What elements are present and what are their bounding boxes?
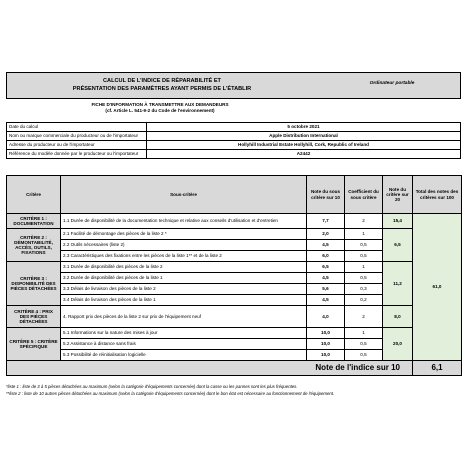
header-subcriterion: Sous-critère	[61, 176, 307, 214]
subcriterion-coef: 1	[345, 229, 383, 240]
subcriterion-coef: 2	[345, 306, 383, 328]
final-score-label: Note de l'indice sur 10	[7, 361, 413, 376]
criterion-score: 6,5	[383, 229, 413, 262]
info-label: Référence du modèle donnée par le producteur ou l'importateur	[7, 150, 147, 159]
table-row	[7, 262, 462, 273]
subcriterion-coef: 1	[345, 262, 383, 273]
table-header-row	[7, 176, 462, 214]
subheader-line2: (cf. Article L. 541-9-2 du Code de l'environnement)	[105, 108, 215, 113]
table-row	[7, 229, 462, 240]
subcriterion-coef: 0,5	[345, 240, 383, 251]
info-row	[7, 150, 461, 159]
page-title-line1: CALCUL DE L'INDICE DE RÉPARABILITÉ ET	[103, 78, 221, 84]
subcriterion-coef: 0,3	[345, 284, 383, 295]
header-criterion: Critère	[7, 176, 61, 214]
info-table	[6, 122, 461, 159]
final-score-value: 6,1	[413, 361, 462, 376]
score-table	[6, 175, 462, 376]
subcriterion-note: 6,0	[307, 251, 345, 262]
subcriterion-note: 4,5	[307, 273, 345, 284]
subcriterion-note: 4,0	[307, 306, 345, 328]
table-row	[7, 214, 462, 229]
criterion-name: CRITÈRE 1 : DOCUMENTATION	[7, 214, 61, 229]
table-row	[7, 306, 462, 328]
subcriterion-note: 5,6	[307, 284, 345, 295]
subcriterion-coef: 1	[345, 328, 383, 339]
info-label: Date du calcul	[7, 123, 147, 132]
info-value: Apple Distribution International	[147, 132, 461, 141]
subcriterion-coef: 0,5	[345, 273, 383, 284]
subcriterion-label: 3.1 Durée de disponibilité des pièces de la liste 2	[61, 262, 307, 273]
criterion-name: CRITÈRE 2 : DÉMONTABILITÉ, ACCÈS, OUTILS, FIXATIONS	[7, 229, 61, 262]
title-block	[6, 72, 461, 99]
subcriterion-note: 2,0	[307, 229, 345, 240]
footnote-2: **liste 2 : liste de 10 autres pièces détachées au maximum (selon la catégorie d'équipements concernée) dont le bon état est nécessaire au fonctionnement de l'équipement.	[6, 391, 335, 396]
header-coef: Coefficient du sous critère	[345, 176, 383, 214]
subcriterion-label: 1.1 Durée de disponibilité de la documentation technique et relative aux conseils d'utilisation et d'entretien	[61, 214, 307, 229]
header-note: Note du sous critère sur 10	[307, 176, 345, 214]
subcriterion-coef: 0,5	[345, 339, 383, 350]
footnote-1: *liste 1 : liste de 3 à 5 pièces détachées au maximum (selon la catégorie d'équipements concernée) dont la casse ou les pannes sont les plus fréquentes.	[6, 384, 298, 389]
criterion-score: 11,2	[383, 262, 413, 306]
subcriterion-coef: 2	[345, 214, 383, 229]
criterion-score: 20,0	[383, 328, 413, 361]
header-total: Total des notes des critères sur 100	[413, 176, 462, 214]
subcriterion-label: 5.2 Assistance à distance sans frais	[61, 339, 307, 350]
subcriterion-coef: 0,2	[345, 295, 383, 306]
info-row	[7, 141, 461, 150]
subcriterion-label: 3.2 Durée de disponibilité des pièces de la liste 1	[61, 273, 307, 284]
subcriterion-note: 10,0	[307, 350, 345, 361]
info-row	[7, 123, 461, 132]
info-row	[7, 132, 461, 141]
info-label: Nom ou marque commerciale du producteur ou de l'importateur	[7, 132, 147, 141]
header-note20: Note du critère sur 20	[383, 176, 413, 214]
subcriterion-label: 3.3 Délais de livraison des pièces de la liste 2	[61, 284, 307, 295]
subcriterion-coef: 0,5	[345, 251, 383, 262]
criterion-name: CRITÈRE 5 : CRITÈRE SPÉCIFIQUE	[7, 328, 61, 361]
subcriterion-note: 10,0	[307, 328, 345, 339]
criterion-score: 8,0	[383, 306, 413, 328]
subcriterion-label: 3.4 Délais de livraison des pièces de la liste 1	[61, 295, 307, 306]
subcriterion-label: 2.2 Outils nécessaires (liste 2)	[61, 240, 307, 251]
info-value: 5 octobre 2021	[147, 123, 461, 132]
subcriterion-note: 4,5	[307, 240, 345, 251]
subcriterion-label: 4. Rapport prix des pièces de la liste 2 sur prix de l'équipement neuf	[61, 306, 307, 328]
subheader-line1: FICHE D'INFORMATION À TRANSMETTRE AUX DEMANDEURS	[91, 102, 229, 107]
subcriterion-note: 10,0	[307, 339, 345, 350]
subcriterion-label: 5.3 Possibilité de réinitialisation logicielle	[61, 350, 307, 361]
subcriterion-label: 2.1 Facilité de démontage des pièces de la liste 2 *	[61, 229, 307, 240]
subcriterion-label: 2.3 Caractéristiques des fixations entre les pièces de la liste 1** et de la liste 2	[61, 251, 307, 262]
subcriterion-coef: 0,5	[345, 350, 383, 361]
subcriterion-label: 5.1 Informations sur la nature des mises à jour	[61, 328, 307, 339]
total-score: 61,0	[413, 214, 462, 361]
info-value: Hollyhill Industrial Estate Hollyhill, Cork, Republic of Ireland	[147, 141, 461, 150]
criterion-name: CRITÈRE 3 : DISPONIBILITÉ DES PIÈCES DÉTACHÉES	[7, 262, 61, 306]
criterion-score: 15,4	[383, 214, 413, 229]
info-value: A2442	[147, 150, 461, 159]
subcriterion-note: 6,5	[307, 262, 345, 273]
product-category: Ordinateur portable	[369, 81, 415, 86]
page-title-line2: PRÉSENTATION DES PARAMÈTRES AYANT PERMIS DE L'ÉTABLIR	[72, 86, 252, 92]
subcriterion-note: 4,5	[307, 295, 345, 306]
info-label: Adresse du producteur ou de l'importateur	[7, 141, 147, 150]
final-score-row	[7, 361, 462, 376]
table-row	[7, 328, 462, 339]
criterion-name: CRITÈRE 4 : PRIX DES PIÈCES DÉTACHÉES	[7, 306, 61, 328]
subcriterion-note: 7,7	[307, 214, 345, 229]
